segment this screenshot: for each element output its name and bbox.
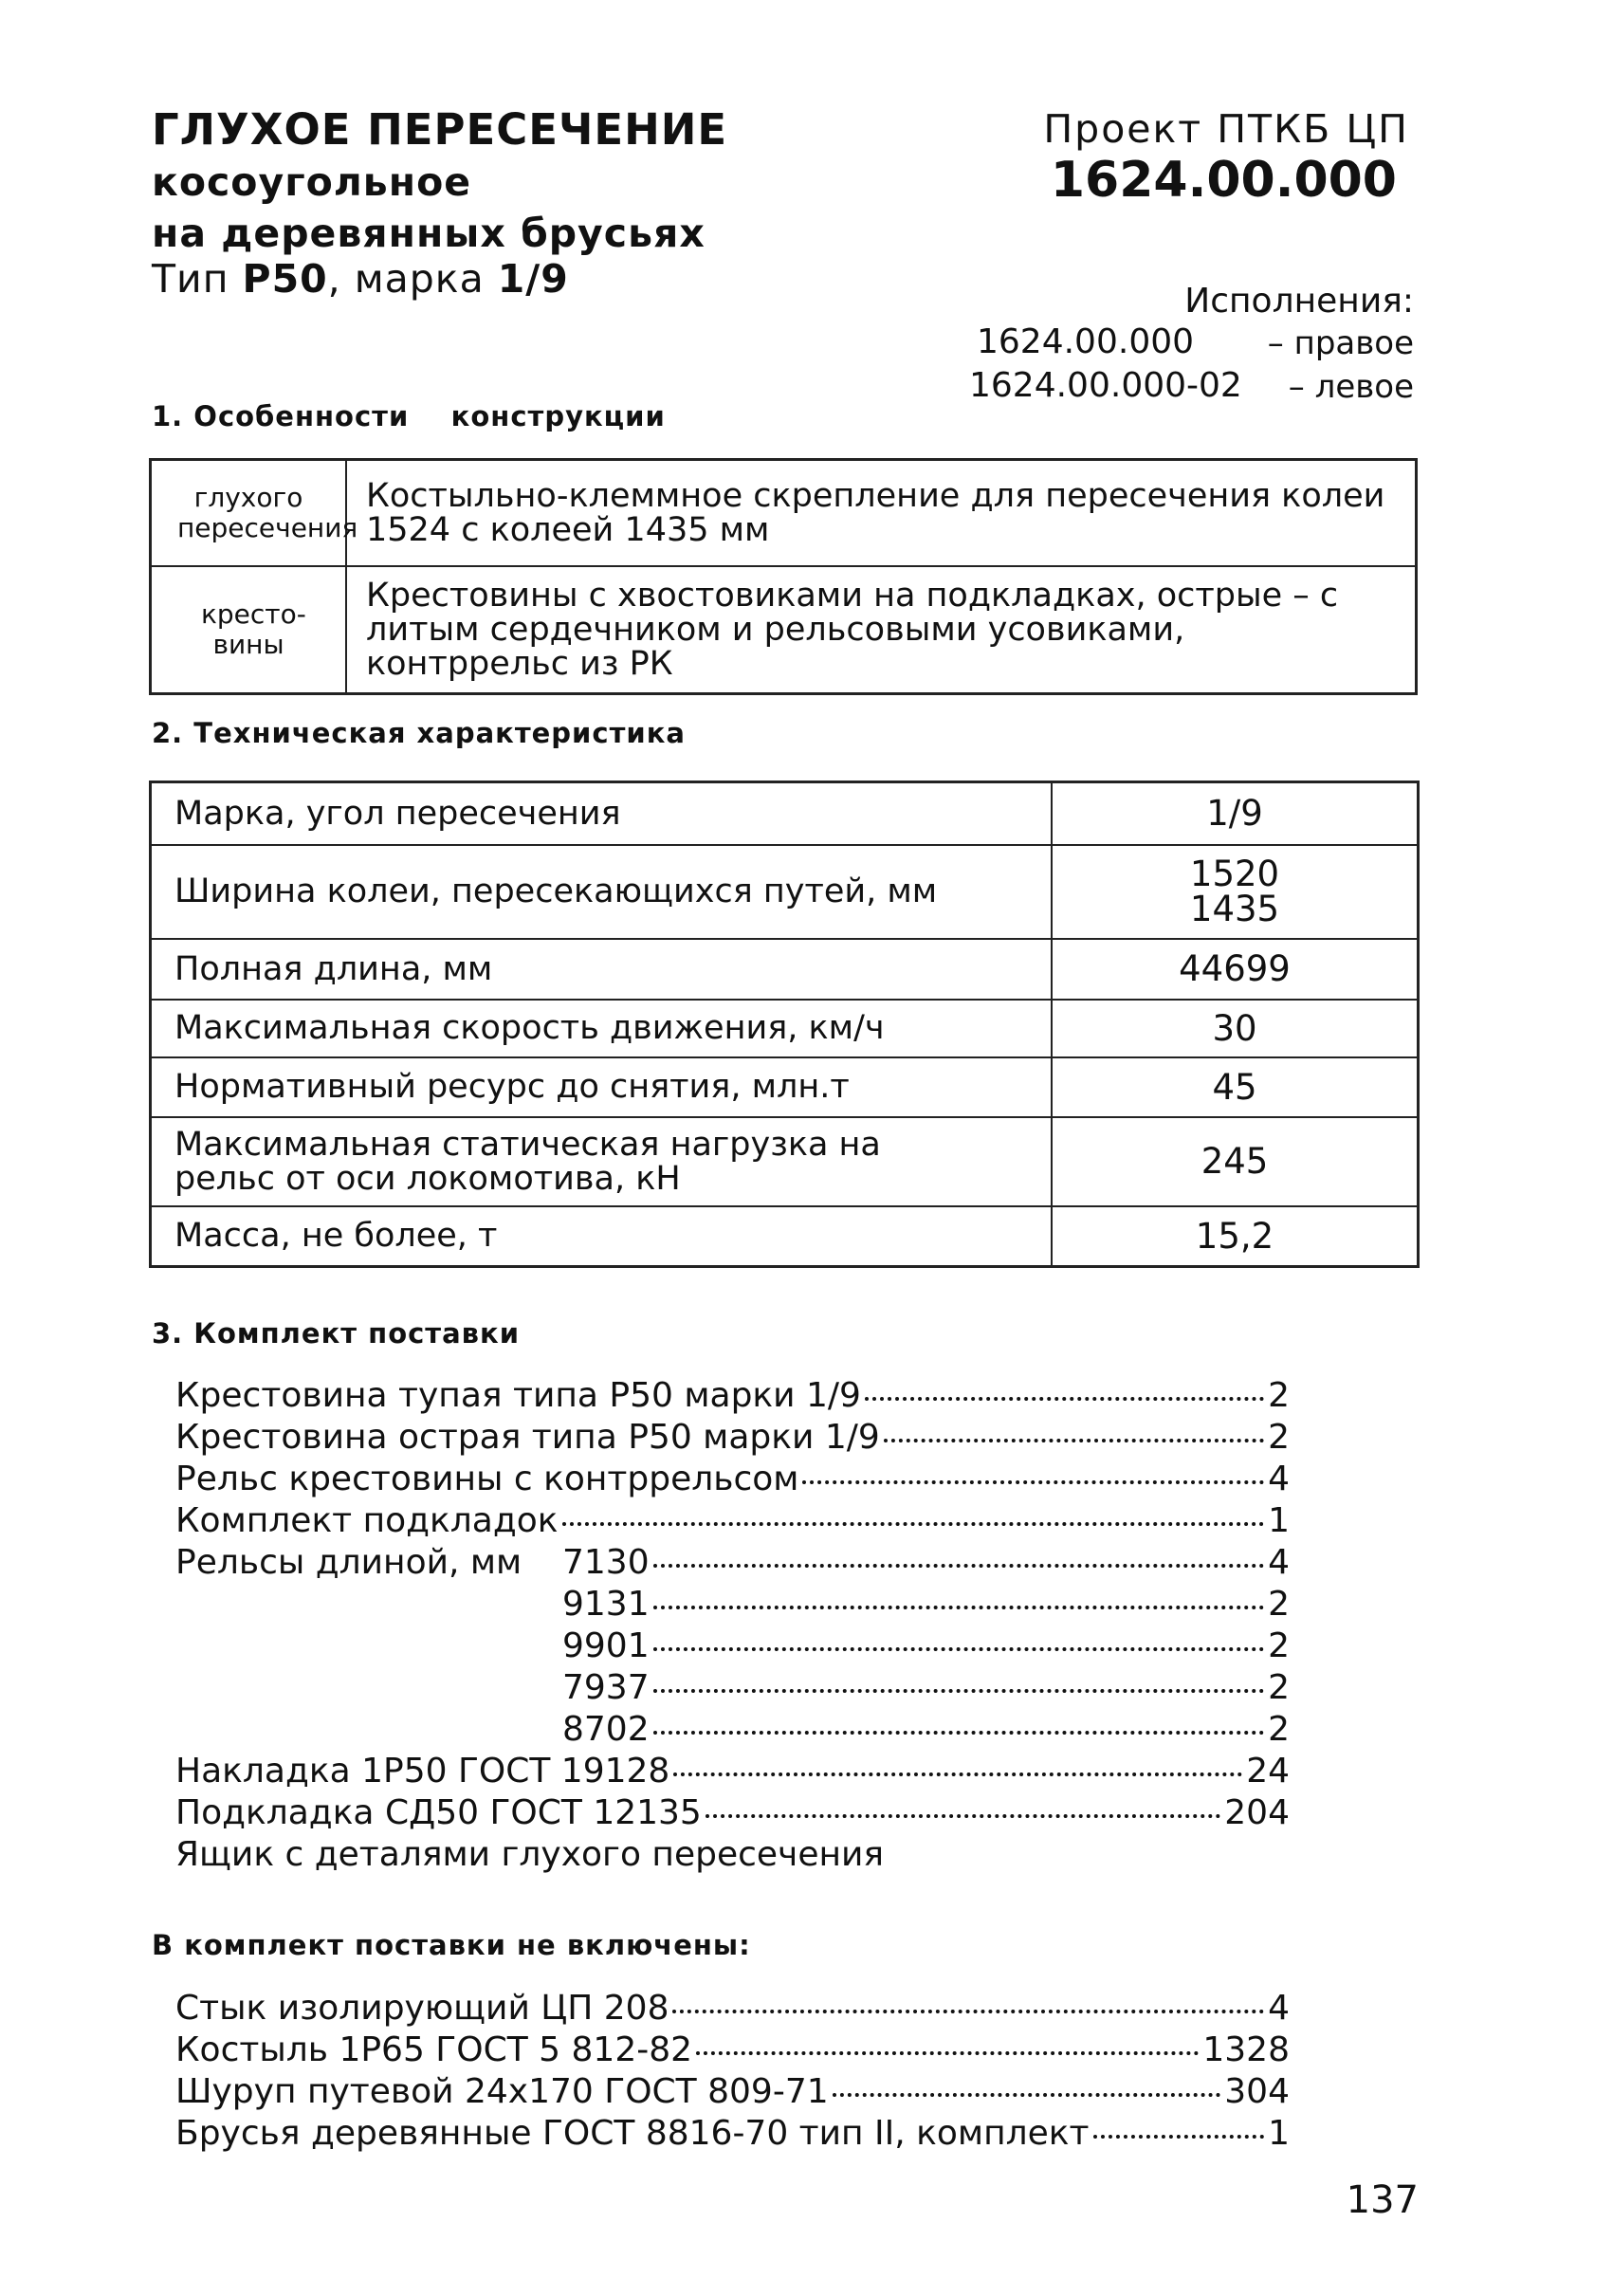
table-row bbox=[151, 845, 1419, 939]
item-qty: 2 bbox=[1268, 1710, 1290, 1749]
table-row bbox=[151, 782, 1419, 845]
spec-value: 30 bbox=[1052, 1000, 1419, 1057]
item-name: Подкладка СД50 ГОСТ 12135 bbox=[175, 1793, 702, 1832]
list-item bbox=[562, 1667, 1290, 1709]
list-item bbox=[175, 2113, 1290, 2155]
table-row bbox=[151, 1206, 1419, 1267]
spec-label: Масса, не более, т bbox=[151, 1206, 1053, 1267]
spec-label: Полная длина, мм bbox=[151, 939, 1053, 1000]
leader-dots bbox=[653, 1731, 1264, 1735]
spec-label: Максимальная скорость движения, км/ч bbox=[151, 1000, 1053, 1057]
type-prefix: Тип bbox=[152, 256, 229, 302]
leader-dots bbox=[865, 1397, 1264, 1401]
leader-dots bbox=[653, 1606, 1264, 1609]
rail-length: 9131 bbox=[562, 1585, 650, 1624]
item-name: Брусья деревянные ГОСТ 8816-70 тип II, комплект bbox=[175, 2114, 1090, 2153]
subtitle-oblique: косоугольное bbox=[152, 159, 472, 205]
design-features-table bbox=[149, 458, 1418, 695]
list-item bbox=[562, 1626, 1290, 1667]
leader-dots bbox=[706, 1814, 1220, 1818]
variant-kind-right: – правое bbox=[1267, 324, 1414, 362]
item-qty: 1328 bbox=[1202, 2030, 1290, 2069]
spec-label: Максимальная статическая нагрузка на рельс от оси локомотива, кН bbox=[151, 1117, 1053, 1206]
list-item bbox=[175, 2071, 1290, 2113]
item-qty: 204 bbox=[1224, 1793, 1290, 1832]
type-value: Р50 bbox=[242, 256, 328, 302]
item-qty: 304 bbox=[1224, 2072, 1290, 2111]
leader-dots bbox=[1093, 2135, 1265, 2139]
list-item bbox=[175, 1375, 1290, 1417]
spec-label: Нормативный ресурс до снятия, млн.т bbox=[151, 1057, 1053, 1117]
item-name: Накладка 1Р50 ГОСТ 19128 bbox=[175, 1752, 670, 1791]
section3-heading: 3. Комплект поставки bbox=[152, 1317, 521, 1350]
item-qty: 1 bbox=[1268, 2114, 1290, 2153]
table-row bbox=[151, 1117, 1419, 1206]
spec-value: 1/9 bbox=[1052, 782, 1419, 845]
rail-length: 9901 bbox=[562, 1626, 650, 1665]
leader-dots bbox=[802, 1480, 1264, 1484]
item-name: Костыль 1Р65 ГОСТ 5 812-82 bbox=[175, 2030, 693, 2069]
table-row bbox=[151, 1057, 1419, 1117]
item-qty: 4 bbox=[1268, 1543, 1290, 1582]
item-qty: 2 bbox=[1268, 1585, 1290, 1624]
rails-label: Рельсы длиной, мм bbox=[175, 1543, 522, 1582]
list-item bbox=[562, 1584, 1290, 1626]
list-item bbox=[175, 1988, 1290, 2030]
item-qty: 4 bbox=[1268, 1989, 1290, 2028]
leader-dots bbox=[672, 2010, 1264, 2013]
mark-prefix: , марка bbox=[327, 256, 485, 302]
item-qty: 2 bbox=[1268, 1668, 1290, 1707]
item-name: Рельс крестовины с контррельсом bbox=[175, 1460, 799, 1498]
item-qty: 2 bbox=[1268, 1418, 1290, 1457]
leader-dots bbox=[833, 2093, 1221, 2097]
item-name: Комплект подкладок bbox=[175, 1501, 559, 1540]
list-item bbox=[175, 1459, 1290, 1500]
variants-label: Исполнения: bbox=[1184, 282, 1414, 321]
list-item: Ящик с деталями глухого пересечения bbox=[175, 1835, 885, 1874]
table-row bbox=[151, 460, 1417, 566]
subtitle-wooden-beams: на деревянных брусьях bbox=[152, 211, 706, 256]
feature-value: Крестовины с хвостовиками на подкладках, острые – с литым сердечником и рельсовыми усовиками, контррельс из РК bbox=[346, 566, 1417, 694]
list-item bbox=[562, 1542, 1290, 1584]
item-name: Крестовина острая типа Р50 марки 1/9 bbox=[175, 1418, 880, 1457]
section1-heading: 1. Особенности конструкции bbox=[152, 400, 666, 432]
excluded-heading: В комплект поставки не включены: bbox=[152, 1929, 751, 1961]
spec-label: Ширина колеи, пересекающихся путей, мм bbox=[151, 845, 1053, 939]
table-row bbox=[151, 566, 1417, 694]
list-item bbox=[175, 1500, 1290, 1542]
item-name: Шуруп путевой 24х170 ГОСТ 809-71 bbox=[175, 2072, 829, 2111]
leader-dots bbox=[673, 1773, 1242, 1776]
variant-code-left: 1624.00.000-02 bbox=[969, 366, 1242, 405]
mark-value: 1/9 bbox=[497, 256, 569, 302]
spec-value: 44699 bbox=[1052, 939, 1419, 1000]
page-title: ГЛУХОЕ ПЕРЕСЕЧЕНИЕ bbox=[152, 104, 728, 155]
leader-dots bbox=[653, 1689, 1264, 1693]
feature-label: глухого пересечения bbox=[151, 460, 347, 566]
page-number: 137 bbox=[1346, 2178, 1419, 2222]
feature-value: Костыльно-клеммное скрепление для пересечения колеи 1524 с колеей 1435 мм bbox=[346, 460, 1417, 566]
list-item bbox=[175, 1751, 1290, 1792]
rail-length: 7130 bbox=[562, 1543, 650, 1582]
type-mark-line bbox=[152, 256, 569, 302]
spec-value: 45 bbox=[1052, 1057, 1419, 1117]
leader-dots bbox=[696, 2051, 1199, 2055]
tech-specs-table bbox=[149, 781, 1420, 1268]
spec-value: 1520 1435 bbox=[1052, 845, 1419, 939]
feature-label: кресто-вины bbox=[151, 566, 347, 694]
item-qty: 1 bbox=[1268, 1501, 1290, 1540]
list-item bbox=[175, 2030, 1290, 2071]
variant-code-right: 1624.00.000 bbox=[977, 322, 1195, 361]
project-number: 1624.00.000 bbox=[1050, 152, 1397, 209]
spec-value: 15,2 bbox=[1052, 1206, 1419, 1267]
leader-dots bbox=[562, 1522, 1265, 1526]
table-row bbox=[151, 1000, 1419, 1057]
list-item bbox=[562, 1709, 1290, 1751]
item-name: Крестовина тупая типа Р50 марки 1/9 bbox=[175, 1376, 861, 1415]
variant-kind-left: – левое bbox=[1288, 368, 1414, 406]
spec-value: 245 bbox=[1052, 1117, 1419, 1206]
rail-length: 7937 bbox=[562, 1668, 650, 1707]
table-row bbox=[151, 939, 1419, 1000]
list-item bbox=[175, 1792, 1290, 1834]
project-label: Проект ПТКБ ЦП bbox=[1043, 106, 1409, 152]
section2-heading: 2. Техническая характеристика bbox=[152, 717, 686, 749]
item-name: Стык изолирующий ЦП 208 bbox=[175, 1989, 669, 2028]
leader-dots bbox=[653, 1564, 1264, 1568]
leader-dots bbox=[884, 1439, 1264, 1442]
leader-dots bbox=[653, 1647, 1264, 1651]
rail-length: 8702 bbox=[562, 1710, 650, 1749]
item-qty: 4 bbox=[1268, 1460, 1290, 1498]
item-qty: 24 bbox=[1246, 1752, 1290, 1791]
list-item bbox=[175, 1417, 1290, 1459]
item-qty: 2 bbox=[1268, 1626, 1290, 1665]
item-qty: 2 bbox=[1268, 1376, 1290, 1415]
spec-label: Марка, угол пересечения bbox=[151, 782, 1053, 845]
